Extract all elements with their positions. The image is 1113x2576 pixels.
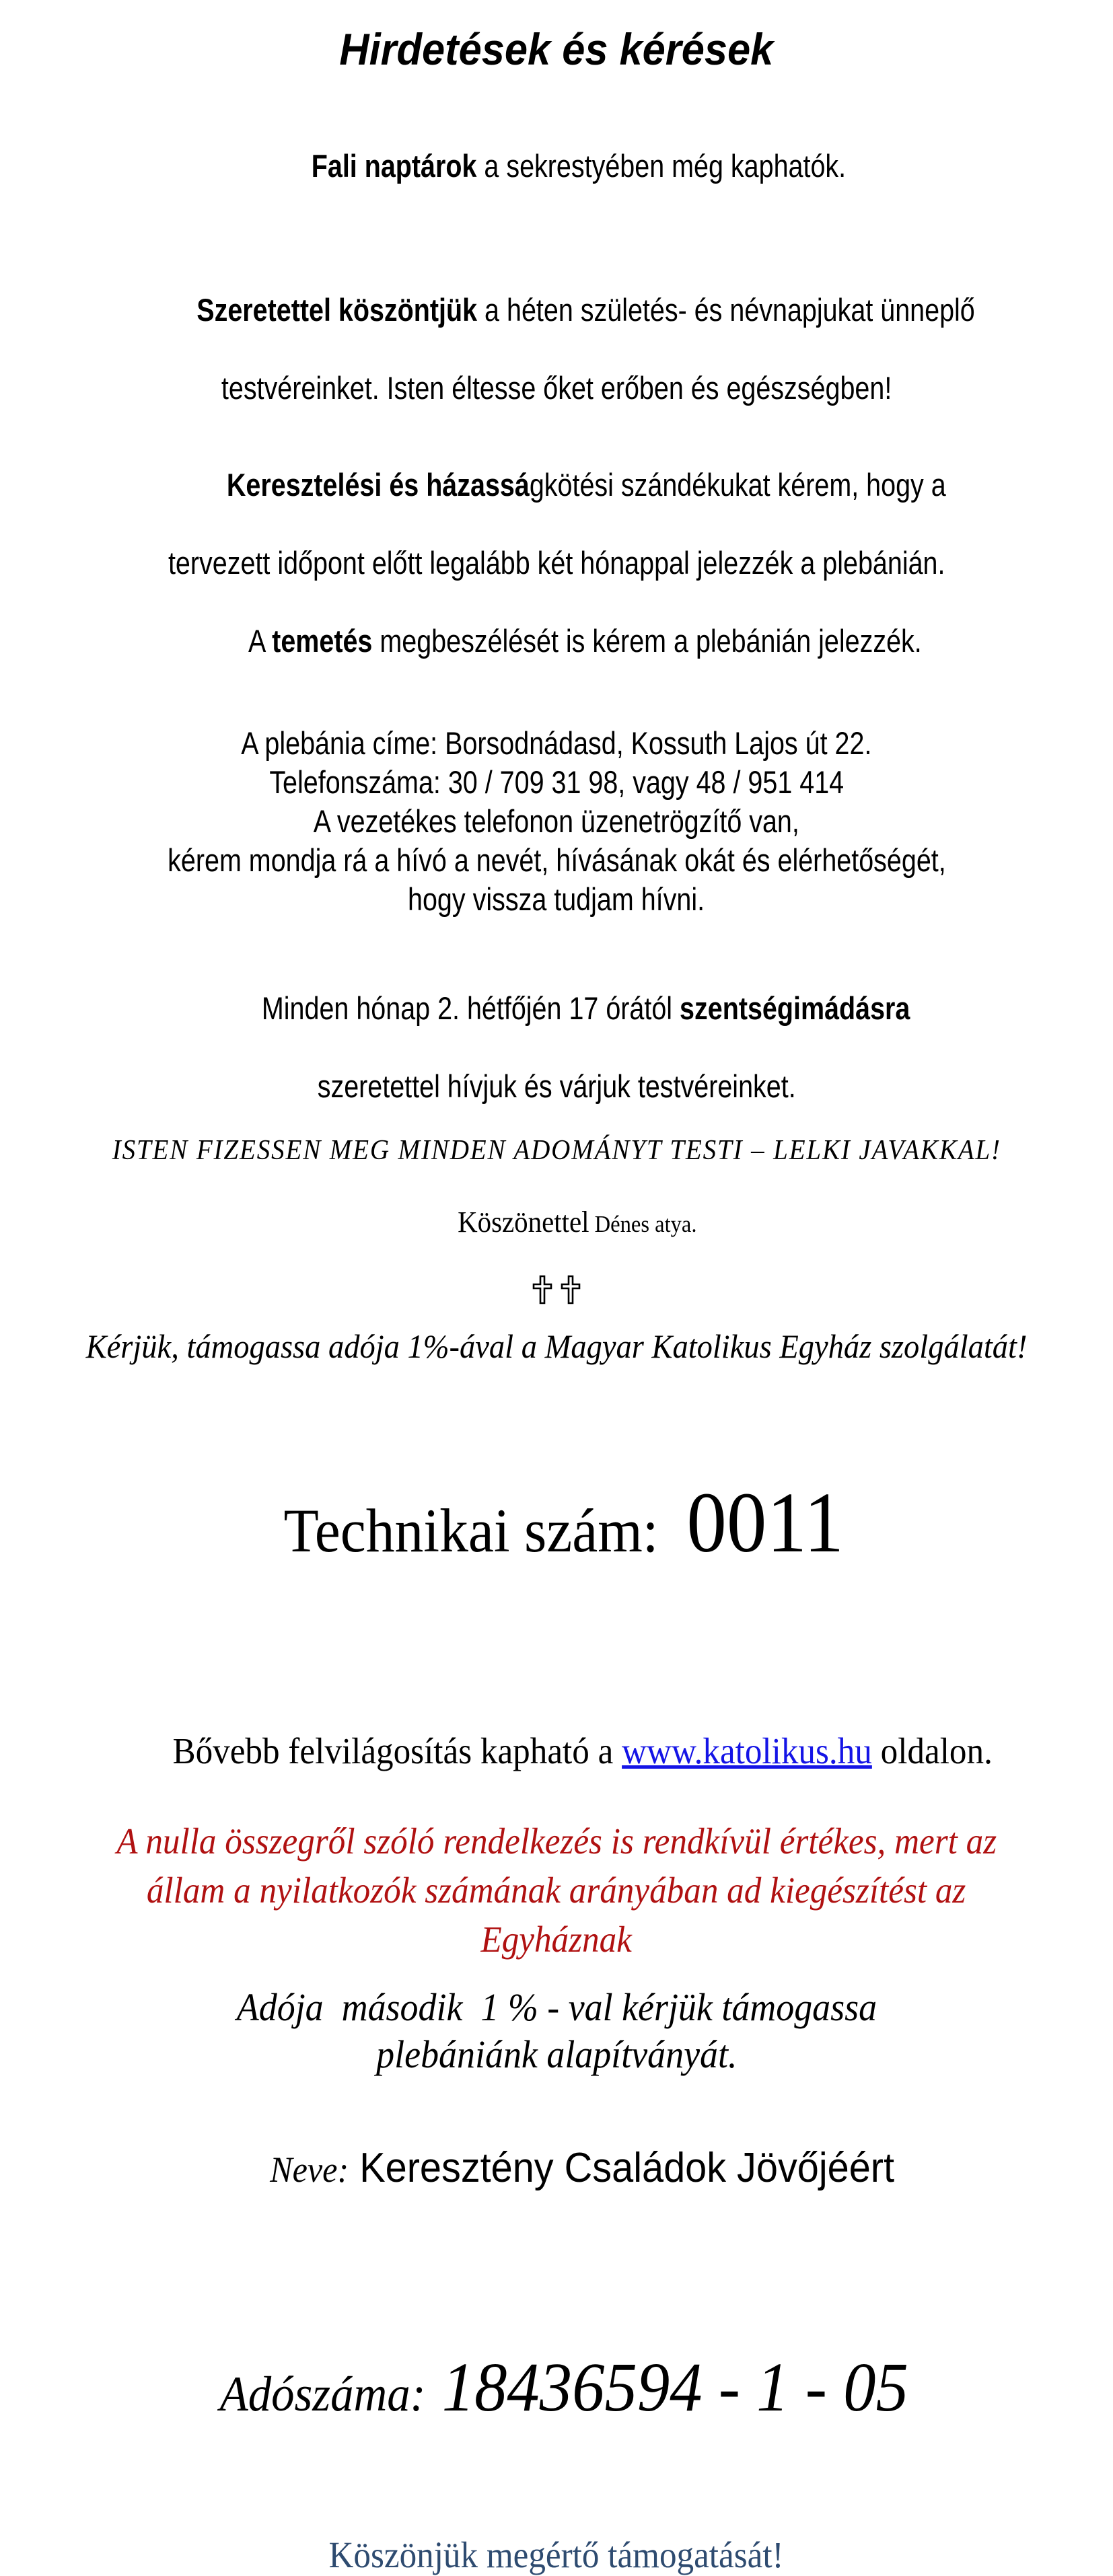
signature-thanks: Köszönettel [457,1206,589,1239]
foundation-name-value: Keresztény Családok Jövőjéért [348,2145,894,2191]
greeting-lead: Szeretettel köszöntjük [196,292,478,328]
adoration-lead: szentségimádásra [680,990,910,1026]
adoration-line-2: szeretettel hívjuk és várjuk testvéreinket. [317,1068,796,1104]
page-title [0,24,1113,74]
greeting-line-1 [0,252,1113,369]
page-title-text: Hirdetések és kérések [339,24,774,74]
blessing-line: ISTEN FIZESSEN MEG MINDEN ADOMÁNYT TESTI – LELKI JAVAKKAL! [112,1135,1001,1166]
closing-thanks-line: Köszönjük megértő támogatását! [328,2534,785,2575]
funeral-lead: temetés [272,623,373,659]
zero-amount-note-line-1: A nulla összegről szóló rendelkezés is rendkívül értékes, mert az [116,1820,997,1862]
second-one-percent-appeal [0,1984,1113,2078]
sacraments-announcement [0,427,1113,700]
greeting-line-2: testvéreinket. Isten éltesse őket erőben és egészségben! [221,370,892,406]
sacraments-lead: Keresztelési és házassá [226,467,530,503]
calendar-announcement-rest: a sekrestyében még kaphatók. [476,148,847,184]
greeting-rest: a héten születés- és névnapjukat ünneplő [477,292,976,328]
double-cross-ornament [0,1275,1113,1306]
foundation-tax-number-label: Adószáma: [219,2367,426,2422]
foundation-name-label: Neve: [269,2149,349,2190]
second-appeal-line-2: plebániánk alapítványát. [375,2032,738,2076]
foundation-tax-number-value: 18436594 - 1 - 05 [425,2349,908,2426]
sacraments-line-1 [0,427,1113,544]
zero-amount-note-line-3: Egyháznak [480,1919,633,1960]
cross-icon [532,1275,553,1304]
zero-amount-note [0,1816,1113,1964]
contact-callback-request: kérem mondja rá a hívó a nevét, hívásának okát és elérhetőségét, [167,842,946,878]
signature-line [0,1172,1113,1275]
contact-callback-request-2: hogy vissza tudjam hívni. [408,881,705,917]
sacraments-line-3 [0,583,1113,700]
funeral-pre: A [248,623,273,659]
katolikus-link[interactable]: www.katolikus.hu [621,1730,872,1771]
sacraments-line-2: tervezett időpont előtt legalább két hónappal jelezzék a plebánián. [168,545,945,581]
contact-phone: Telefonszáma: 30 / 709 31 98, vagy 48 / 951 414 [269,764,844,800]
foundation-name-line [0,2092,1113,2246]
signature-name: Dénes atya. [589,1211,697,1237]
more-info-post: oldalon. [871,1730,993,1771]
contact-address: A plebánia címe: Borsodnádasd, Kossuth Lajos út 22. [241,725,872,761]
technical-number-value: 0011 [686,1475,845,1570]
technical-number-label: Technikai szám: [283,1496,659,1565]
more-info-pre: Bővebb felvilágosítás kapható a [172,1730,622,1771]
second-appeal-line-1: Adója második 1 % - val kérjük támogassa [236,1985,877,2029]
adoration-line-1 [0,950,1113,1067]
adoration-announcement [0,950,1113,1106]
calendar-announcement-lead: Fali naptárok [311,148,477,184]
tax-one-percent-appeal: Kérjük, támogassa adója 1%-ával a Magyar Katolikus Egyház szolgálatát! [85,1327,1028,1365]
cross-icon [560,1275,581,1304]
technical-number-line [0,1387,1113,1685]
contact-info [0,724,1113,919]
more-info-line [0,1689,1113,1814]
sacraments-rest-1: gkötési szándékukat kérem, hogy a [529,467,946,503]
calendar-announcement [0,108,1113,225]
funeral-rest: megbeszélését is kérem a plebánián jelezzék. [372,623,923,659]
contact-answering-machine: A vezetékes telefonon üzenetrögzítő van, [313,803,800,839]
zero-amount-note-line-2: állam a nyilatkozók számának arányában ad kiegészítést az [147,1870,966,1911]
adoration-pre: Minden hónap 2. hétfőjén 17 órától [262,990,680,1026]
foundation-tax-number-line [0,2267,1113,2529]
greeting-announcement [0,252,1113,408]
